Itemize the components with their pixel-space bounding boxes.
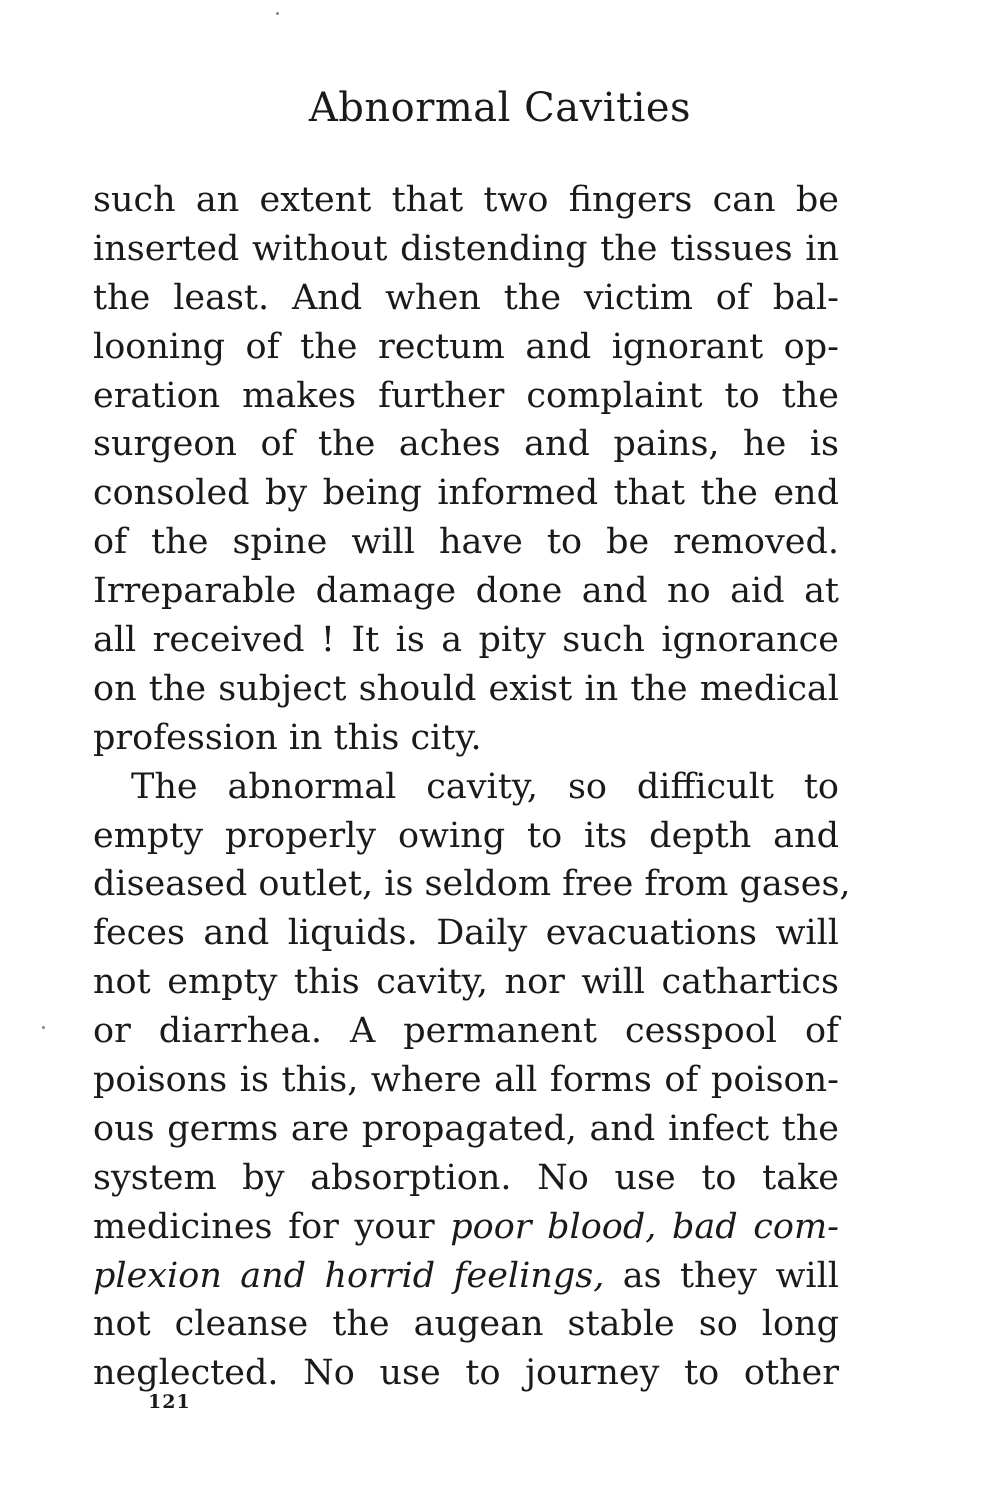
scan-speck: [42, 1026, 45, 1029]
text-line: not empty this cavity, nor will cathartics: [93, 962, 839, 1003]
text-line: looning of the rectum and ignorant op-: [93, 326, 839, 367]
text-line: Irreparable damage done and no aid at: [93, 571, 839, 612]
italic-segment: poor blood, bad com-: [450, 1206, 839, 1247]
text-segment: medicines for your: [93, 1206, 451, 1247]
text-line: such an extent that two fingers can be: [93, 180, 839, 220]
text-line: of the spine will have to be removed.: [93, 522, 839, 563]
text-line: feces and liquids. Daily evacuations will: [93, 913, 839, 954]
scan-speck: [276, 12, 279, 15]
text-line: diseased outlet, is seldom free from gases,: [93, 864, 851, 905]
text-line: [93, 1252, 839, 1301]
text-line: neglected. No use to journey to other: [93, 1353, 839, 1394]
running-head-title: Abnormal Cavities: [308, 85, 692, 131]
text-line: not cleanse the augean stable so long: [93, 1304, 839, 1345]
text-line: poisons is this, where all forms of poison-: [93, 1060, 839, 1101]
text-line: inserted without distending the tissues in: [93, 228, 839, 269]
text-line: or diarrhea. A permanent cesspool of: [93, 1011, 839, 1052]
body-text: [93, 176, 851, 1398]
text-line: empty properly owing to its depth and: [93, 815, 839, 856]
text-line: all received ! It is a pity such ignorance: [93, 620, 839, 661]
text-line: The abnormal cavity, so difficult to: [131, 766, 839, 807]
text-segment: as they will: [604, 1255, 839, 1296]
page-number: 121: [148, 1391, 191, 1413]
italic-segment: plexion and horrid feelings,: [93, 1255, 605, 1296]
text-line: on the subject should exist in the medical: [93, 668, 839, 709]
text-line: consoled by being informed that the end: [93, 473, 839, 514]
text-line: surgeon of the aches and pains, he is: [93, 424, 839, 465]
text-line: eration makes further complaint to the: [93, 375, 839, 416]
text-line: system by absorption. No use to take: [93, 1157, 839, 1198]
text-line: ous germs are propagated, and infect the: [93, 1108, 839, 1149]
text-line: [93, 1203, 839, 1252]
text-line: profession in this city.: [93, 717, 482, 758]
text-line: the least. And when the victim of bal-: [93, 277, 839, 318]
